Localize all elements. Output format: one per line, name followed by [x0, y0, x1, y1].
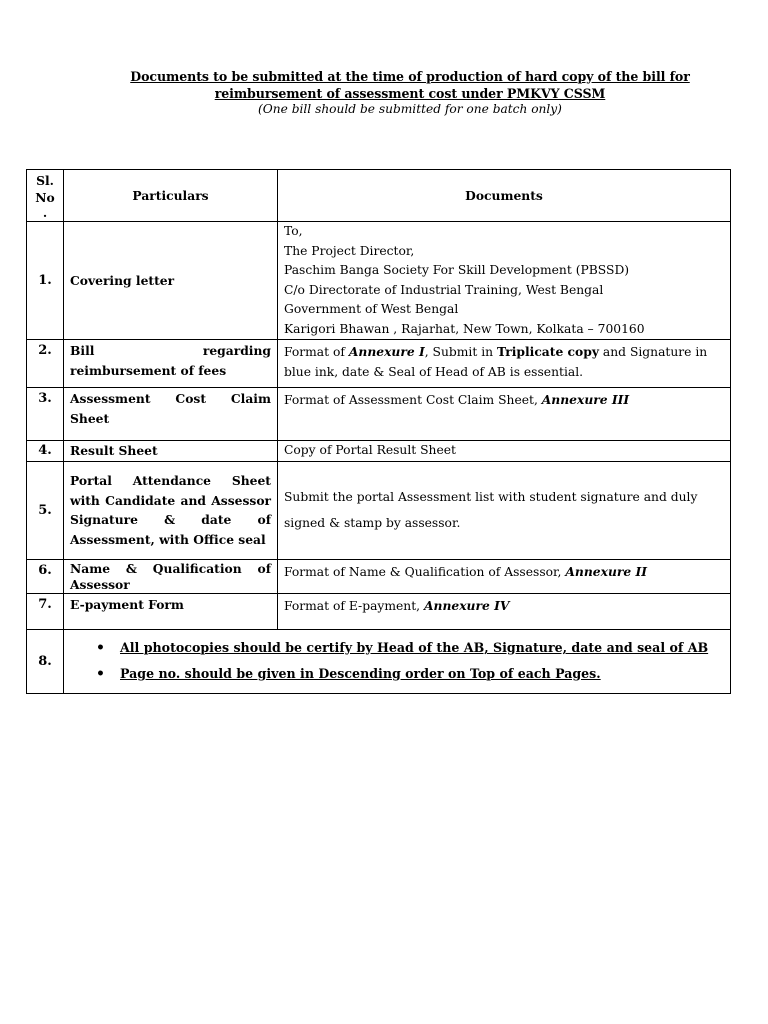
notes-cell: [64, 629, 731, 693]
address-line: Paschim Banga Society For Skill Development (PBSSD): [284, 263, 630, 277]
row-number: 3.: [27, 388, 64, 441]
row-documents: Format of Assessment Cost Claim Sheet, Annexure III: [278, 388, 731, 441]
address-line: Government of West Bengal: [284, 302, 459, 316]
table-row: [27, 222, 731, 340]
documents-table: [26, 169, 731, 694]
annexure-ref: Annexure I: [348, 344, 425, 359]
table-row: [27, 629, 731, 693]
table-row: [27, 593, 731, 629]
row-number: 8.: [27, 629, 64, 693]
row-documents: [278, 222, 731, 340]
row-number: 2.: [27, 340, 64, 388]
row-documents: Format of Annexure I, Submit in Triplicate copy and Signature in blue ink, date & Seal of Head of AB is essential.: [278, 340, 731, 388]
header-particulars: Particulars: [64, 170, 278, 222]
row-number: 1.: [27, 222, 64, 340]
annexure-ref: Annexure III: [541, 392, 630, 407]
address-line: C/o Directorate of Industrial Training, West Bengal: [284, 282, 604, 297]
table-row: [27, 461, 731, 559]
annexure-ref: Annexure IV: [423, 597, 510, 613]
heading-line-2: reimbursement of assessment cost under PMKVY CSSM: [214, 86, 606, 101]
row-documents: Format of E-payment, Annexure IV: [278, 593, 731, 629]
row-particulars: Assessment Cost Claim Sheet: [64, 388, 278, 441]
row-number: 7.: [27, 593, 64, 629]
note-item: • All photocopies should be certify by Head of the AB, Signature, date and seal of AB: [120, 635, 724, 661]
bullet-icon: •: [96, 640, 105, 656]
row-particulars: Portal Attendance Sheet with Candidate and Assessor Signature & date of Assessment, with Office seal: [64, 461, 278, 559]
address-line: Karigori Bhawan , Rajarhat, New Town, Kolkata – 700160: [284, 321, 645, 336]
row-number: 6.: [27, 559, 64, 593]
address-line: The Project Director,: [284, 243, 415, 258]
address-line: To,: [284, 224, 303, 238]
note-item: • Page no. should be given in Descending order on Top of each Pages.: [120, 661, 724, 687]
table-row: [27, 559, 731, 593]
row-number: 5.: [27, 461, 64, 559]
header-documents: Documents: [278, 170, 731, 222]
row-particulars: Bill regarding reimbursement of fees: [64, 340, 278, 388]
row-number: 4.: [27, 441, 64, 462]
bullet-icon: •: [96, 666, 105, 682]
row-particulars: Covering letter: [64, 222, 278, 340]
row-particulars: Name & Qualification of Assessor: [64, 559, 278, 593]
table-row: [27, 340, 731, 388]
row-particulars: E-payment Form: [64, 593, 278, 629]
row-documents: Submit the portal Assessment list with student signature and duly signed & stamp by assessor.: [278, 461, 731, 559]
annexure-ref: Annexure II: [565, 563, 647, 579]
heading-line-1: Documents to be submitted at the time of production of hard copy of the bill for: [130, 69, 690, 84]
table-row: [27, 441, 731, 462]
notes-list: [70, 635, 724, 687]
table-row: [27, 388, 731, 441]
row-particulars: Result Sheet: [64, 441, 278, 462]
row-documents: Format of Name & Qualification of Assessor, Annexure II: [278, 559, 731, 593]
row-documents: Copy of Portal Result Sheet: [278, 441, 731, 462]
header-sl-no: Sl. No .: [27, 170, 64, 222]
heading-subtitle: (One bill should be submitted for one batch only): [258, 102, 562, 116]
document-heading: [60, 68, 760, 117]
table-header-row: [27, 170, 731, 222]
